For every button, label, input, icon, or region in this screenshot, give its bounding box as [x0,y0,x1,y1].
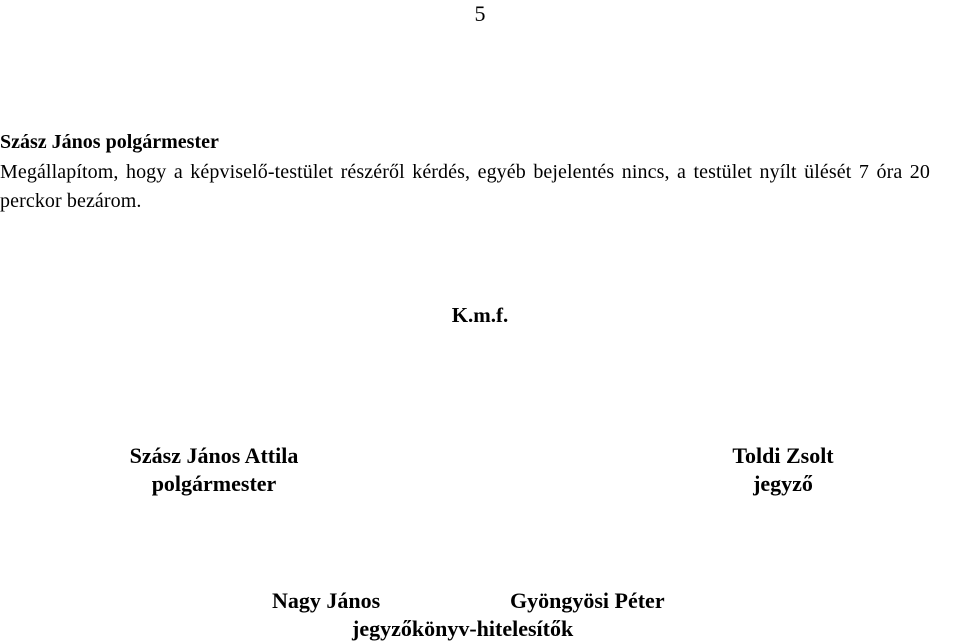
authenticator-name: Nagy János [272,588,381,613]
signatory-name: Szász János Attila [129,443,299,468]
authenticator-name: Gyöngyösi Péter [510,588,665,613]
signature-mayor [80,442,348,498]
kmf-closing [0,301,960,329]
authenticator-names [230,587,730,615]
signatory-title: jegyző [753,471,813,496]
page-number: 5 [474,1,486,26]
signatory-title: polgármester [151,471,277,496]
signature-notary [668,442,898,498]
kmf-label: K.m.f. [451,303,509,327]
minutes-authenticators [230,587,730,641]
speaker-heading: Szász János polgármester [0,131,219,153]
authenticators-title: jegyzőkönyv-hitelesítők [352,616,574,641]
signatory-name: Toldi Zsolt [732,443,834,468]
speech-paragraph: Megállapítom, hogy a képviselő-testület részéről kérdés, egyéb bejelentés nincs, a testület nyílt ülését 7 óra 20 perckor bezárom. [0,161,930,212]
